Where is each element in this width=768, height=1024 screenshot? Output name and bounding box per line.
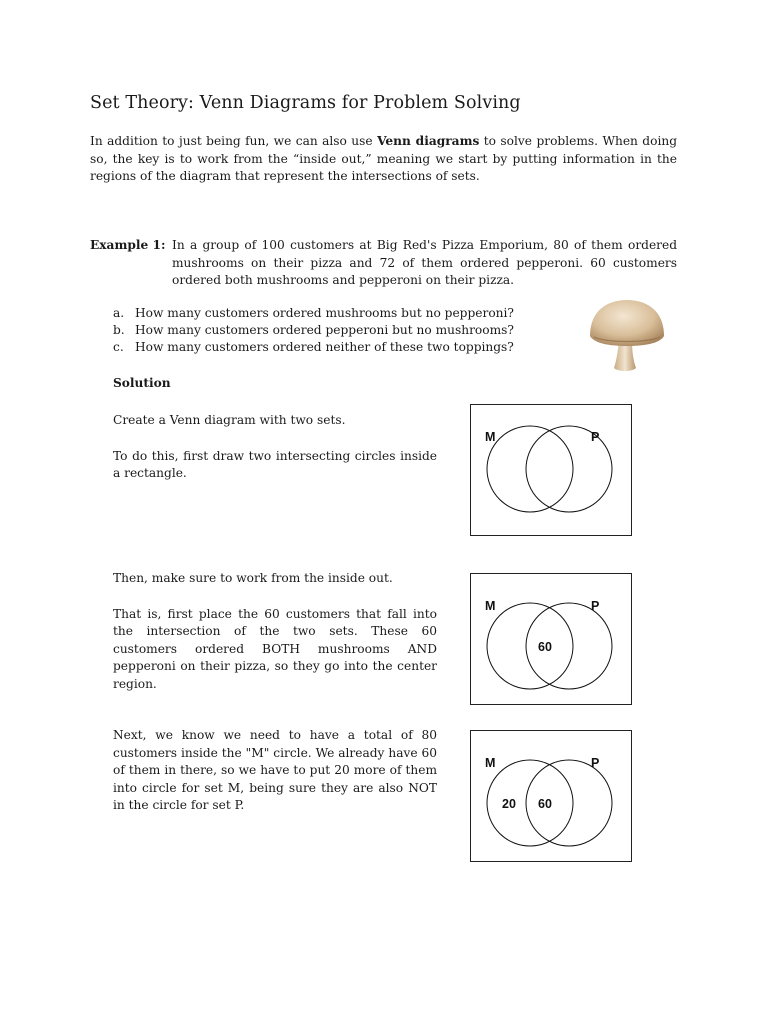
circle-m xyxy=(487,603,573,689)
example-label-colon: : xyxy=(160,238,166,252)
intro-paragraph xyxy=(90,133,677,186)
question-letter: c. xyxy=(113,340,124,355)
question-letter: a. xyxy=(113,306,125,320)
intro-bold-term: Venn diagrams xyxy=(377,134,480,148)
question-list xyxy=(113,305,514,357)
venn-diagram-2 xyxy=(470,573,632,705)
set-p-label: P xyxy=(591,430,600,444)
question-text: How many customers ordered pepperoni but no mushrooms? xyxy=(135,323,514,338)
venn-diagram-3 xyxy=(470,730,632,862)
m-only-value: 20 xyxy=(502,797,516,811)
solution-label: Solution xyxy=(113,376,171,390)
step-1-text xyxy=(113,412,437,483)
venn-diagram-1 xyxy=(470,404,632,536)
question-item-b xyxy=(113,322,514,339)
step-2-text xyxy=(113,570,437,694)
set-m-label: M xyxy=(485,756,496,770)
intro-text-before: In addition to just being fun, we can also use xyxy=(90,134,378,148)
circle-m xyxy=(487,760,573,846)
question-text: How many customers ordered neither of these two toppings? xyxy=(135,340,514,355)
set-m-label: M xyxy=(485,599,496,613)
intro-text-after: to solve problems. When doing so, the key is to work from the “inside out,” meaning we start by putting information in the regions of the diagram that represent the intersections of sets. xyxy=(90,134,677,184)
intersection-value: 60 xyxy=(538,797,552,811)
step-2-paragraph-2: That is, first place the 60 customers that fall into the intersection of the two sets. These 60 customers ordered BOTH mushrooms AND pepperoni on their pizza, so they go into the center region. xyxy=(113,606,437,691)
question-item-c xyxy=(113,339,514,356)
question-letter: b. xyxy=(113,323,125,338)
example-text: In a group of 100 customers at Big Red's Pizza Emporium, 80 of them ordered mushrooms on their pizza and 72 of them ordered pepperoni. 60 customers ordered both mushrooms and pepperoni on their pizza. xyxy=(172,238,677,288)
page-title: Set Theory: Venn Diagrams for Problem Solving xyxy=(90,93,521,113)
circle-m xyxy=(487,426,573,512)
set-m-label: M xyxy=(485,430,496,444)
question-text: How many customers ordered mushrooms but no pepperoni? xyxy=(135,306,514,320)
intersection-value: 60 xyxy=(538,640,552,654)
step-3-paragraph-1: Next, we know we need to have a total of 80 customers inside the "M" circle. We already have 60 of them in there, so we have to put 20 more of them into circle for set M, being sure they are also NOT in the circle for set P. xyxy=(113,728,437,813)
example-label-text: Example 1 xyxy=(90,238,161,252)
set-p-label: P xyxy=(591,599,600,613)
circle-p xyxy=(526,426,612,512)
set-p-label: P xyxy=(591,756,600,770)
question-item-a xyxy=(113,305,514,322)
step-3-text xyxy=(113,727,437,815)
example-label xyxy=(90,237,165,255)
step-2-paragraph-1: Then, make sure to work from the inside out. xyxy=(113,571,393,585)
step-1-paragraph-2: To do this, first draw two intersecting circles inside a rectangle. xyxy=(113,448,437,481)
mushroom-icon xyxy=(586,296,668,376)
step-1-paragraph-1: Create a Venn diagram with two sets. xyxy=(113,413,346,427)
